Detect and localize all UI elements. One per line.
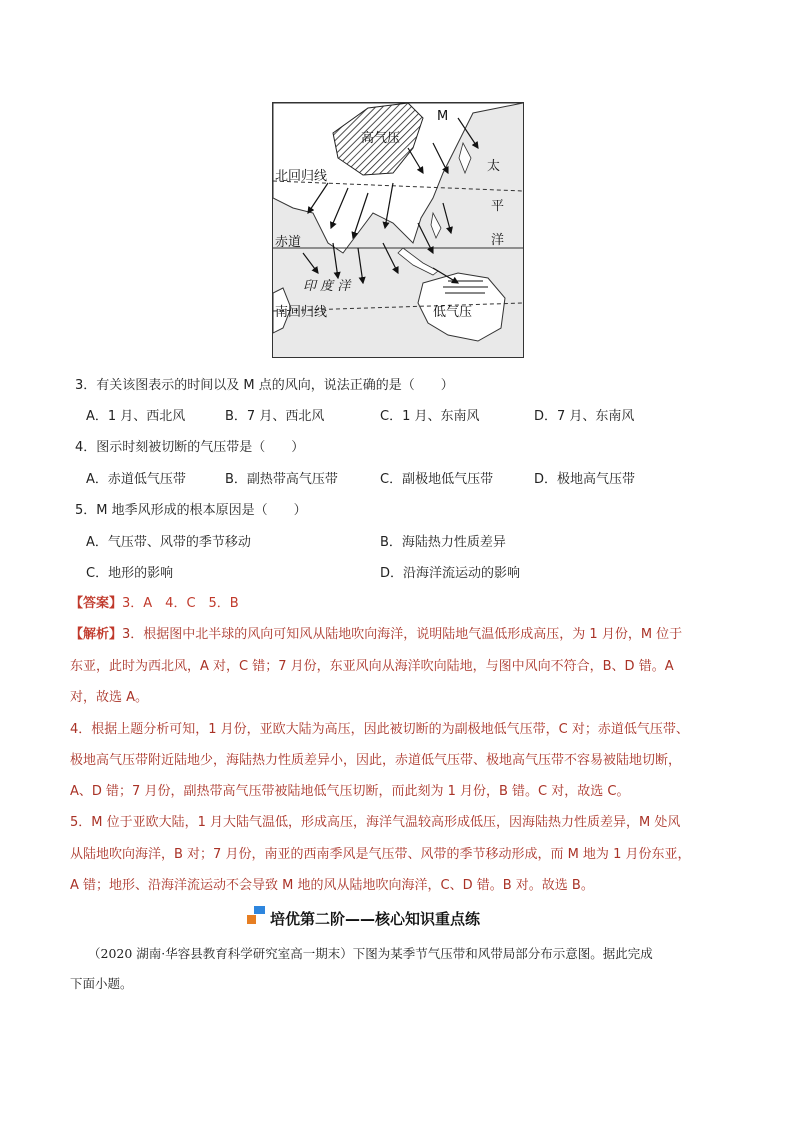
map-label-pacific-2: 平 (491, 199, 505, 214)
wind-pressure-map (272, 102, 524, 358)
analysis-line-6: A、D 错；7 月份，副热带高气压带被陆地低气压切断，而此刻为 1 月份，B 错。C 对，故选 C。 (70, 784, 630, 799)
question-5-option-d: D．沿海洋流运动的影响 (380, 566, 521, 581)
analysis-tag: 【解析】 (70, 627, 123, 642)
map-label-tropic-south: 南回归线 (275, 305, 328, 320)
analysis-text-1: 3．根据图中北半球的风向可知风从陆地吹向海洋，说明陆地气温低形成高压，为 1 月份，M 位于 (122, 627, 683, 642)
question-4-option-a: A．赤道低气压带 (86, 472, 186, 487)
map-label-indian-ocean: 印 度 洋 (303, 279, 351, 294)
question-3-option-c: C．1 月、东南风 (380, 409, 480, 424)
section-title: 培优第二阶——核心知识重点练 (270, 910, 481, 928)
analysis-line-3: 对，故选 A。 (70, 690, 149, 705)
analysis-line-7: 5．M 位于亚欧大陆，1 月大陆气温低，形成高压，海洋气温较高形成低压，因海陆热力性质差异，M 处风 (70, 815, 681, 830)
map-label-high-pressure: 高气压 (361, 131, 401, 146)
question-3-option-d: D．7 月、东南风 (534, 409, 635, 424)
question-4-option-b: B．副热带高气压带 (225, 472, 338, 487)
analysis-line-9: A 错；地形、沿海洋流运动不会导致 M 地的风从陆地吹向海洋，C、D 错。B 对。故选 B。 (70, 878, 594, 893)
map-label-equator: 赤道 (275, 235, 302, 250)
analysis-line-1 (70, 623, 726, 642)
question-3-option-b: B．7 月、西北风 (225, 409, 325, 424)
question-5-option-a: A．气压带、风带的季节移动 (86, 535, 251, 550)
analysis-line-5: 极地高气压带附近陆地少，海陆热力性质差异小，因此，赤道低气压带、极地高气压带不容易被陆地切断， (70, 753, 682, 768)
map-label-pacific-3: 洋 (491, 233, 505, 248)
map-label-tropic-north: 北回归线 (275, 169, 328, 184)
answer-tag: 【答案】 (70, 596, 123, 611)
intro-line-1: （2020 湖南·华容县教育科学研究室高一期末）下图为某季节气压带和风带局部分布示意图。据此完成 (88, 946, 653, 961)
map-label-low-pressure: 低气压 (433, 305, 473, 320)
question-5-option-c: C．地形的影响 (86, 566, 174, 581)
question-4-option-c: C．副极地低气压带 (380, 472, 494, 487)
question-4-stem: 4．图示时刻被切断的气压带是（ ） (75, 440, 305, 455)
map-label-pacific-1: 太 (487, 159, 501, 174)
question-3-option-a: A．1 月、西北风 (86, 409, 186, 424)
philippines-island (431, 213, 441, 238)
analysis-line-2: 东亚，此时为西北风，A 对，C 错；7 月份，东亚风向从海洋吹向陆地，与图中风向不符合，B、D 错。A (70, 659, 674, 674)
map-label-m: M (437, 109, 449, 124)
analysis-line-8: 从陆地吹向海洋，B 对；7 月份，南亚的西南季风是气压带、风带的季节移动形成，而 M 地为 1 月份东亚， (70, 847, 691, 862)
question-3-stem: 3．有关该图表示的时间以及 M 点的风向，说法正确的是（ ） (75, 378, 454, 393)
japan-island (459, 143, 471, 173)
question-4-option-d: D．极地高气压带 (534, 472, 636, 487)
answer-text: 3．A 4．C 5．B (122, 596, 239, 611)
analysis-line-4: 4．根据上题分析可知，1 月份，亚欧大陆为高压，因此被切断的为副极地低气压带，C 对；赤道低气压带、 (70, 722, 689, 737)
question-5-option-b: B．海陆热力性质差异 (380, 535, 506, 550)
section-logo-icon (246, 905, 266, 925)
answer-line (70, 592, 239, 611)
question-5-stem: 5．M 地季风形成的根本原因是（ ） (75, 503, 307, 518)
intro-line-2: 下面小题。 (70, 976, 133, 991)
